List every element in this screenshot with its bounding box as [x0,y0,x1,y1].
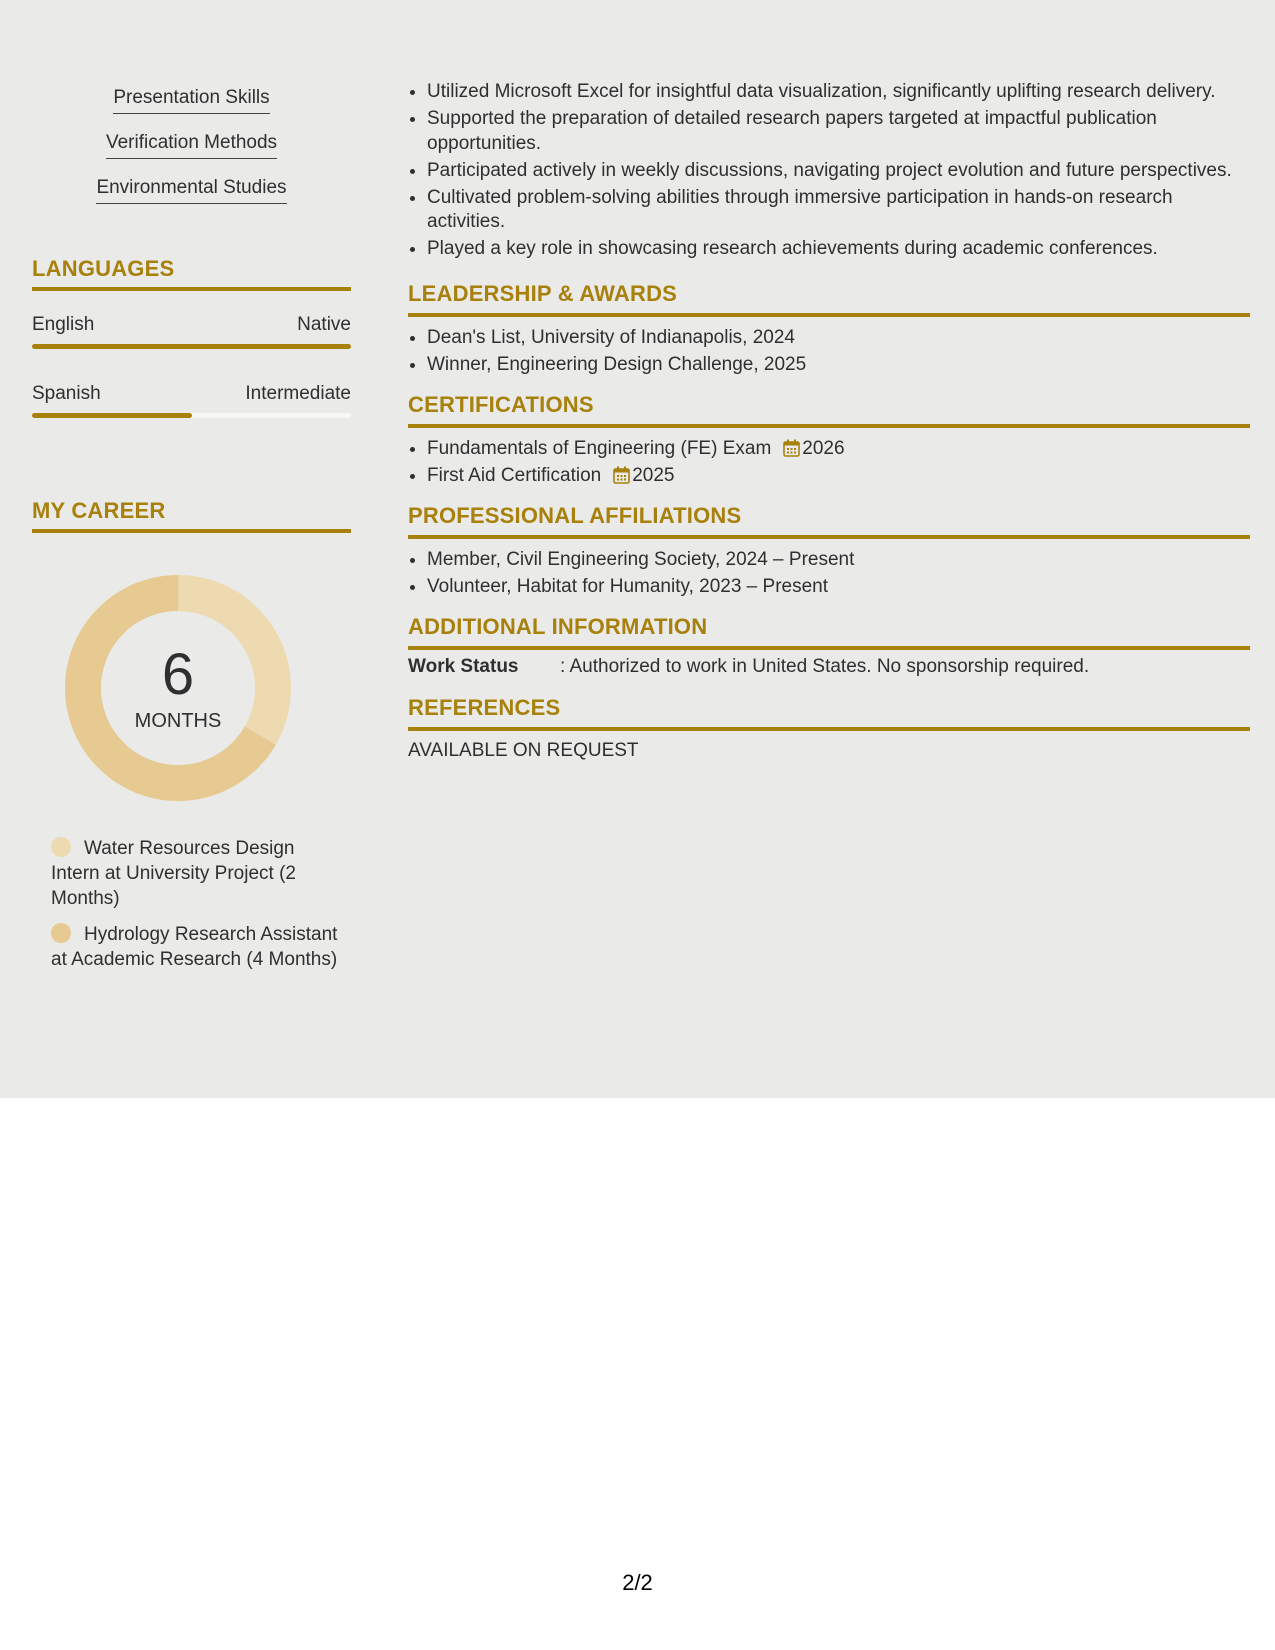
skill-item: Verification Methods [106,131,277,159]
list-item [427,464,1250,489]
work-status-value: : Authorized to work in United States. No sponsorship required. [560,656,1090,677]
career-months-label: MONTHS [134,710,222,732]
affiliations-heading: PROFESSIONAL AFFILIATIONS [408,503,742,528]
certifications-heading: CERTIFICATIONS [408,392,594,417]
list-item: • Member, Civil Engineering Society, 2024 – Present [427,548,1250,573]
legend-label: Hydrology Research Assistant at Academic Research (4 Months) [51,924,338,970]
list-item: • Played a key role in showcasing research achievements during academic conferences. [427,237,1250,262]
list-item: • Dean's List, University of Indianapolis, 2024 [427,326,1250,351]
section-divider [408,424,1250,428]
list-item: • Cultivated problem-solving abilities through immersive participation in hands-on research activities. [427,186,1250,235]
affiliations-section [408,503,1250,602]
leadership-section [408,281,1250,380]
language-row-spanish [32,382,351,406]
list-item [427,437,1250,462]
language-name: English [32,314,95,335]
languages-heading: LANGUAGES [32,256,175,281]
section-divider [32,529,351,533]
career-section [32,498,351,533]
references-section [408,695,1250,731]
section-divider [408,727,1250,731]
certification-name: Fundamentals of Engineering (FE) Exam [427,438,772,459]
page-number: 2/2 [622,1570,653,1595]
section-divider [408,535,1250,539]
language-level: Intermediate [245,383,351,404]
career-total-months: 6 [161,642,195,707]
list-item: • Participated actively in weekly discussions, navigating project evolution and future perspectives. [427,159,1250,184]
career-legend-item [51,922,341,972]
skill-item: Presentation Skills [113,86,269,114]
skill-item: Environmental Studies [96,176,286,204]
language-level: Native [297,314,351,335]
section-divider [32,287,351,291]
language-bar-spanish [32,413,351,418]
legend-dot-icon [51,837,71,857]
certification-year: 2026 [802,438,845,459]
language-bar-fill [32,344,351,349]
calendar-icon [613,466,630,484]
references-heading: REFERENCES [408,695,561,720]
certification-year: 2025 [632,465,675,486]
certification-name: First Aid Certification [427,465,602,486]
references-text: AVAILABLE ON REQUEST [408,740,639,761]
work-status-row [408,655,1250,679]
calendar-icon [783,439,800,457]
languages-section [32,256,351,291]
section-divider [408,313,1250,317]
language-bar-fill [32,413,192,418]
additional-info-heading: ADDITIONAL INFORMATION [408,614,708,639]
career-heading: MY CAREER [32,498,166,523]
list-item: • Winner, Engineering Design Challenge, 2025 [427,353,1250,378]
legend-label: Water Resources Design Intern at University Project (2 Months) [51,838,296,909]
language-name: Spanish [32,383,101,404]
language-bar-english [32,344,351,349]
list-item: • Utilized Microsoft Excel for insightful data visualization, significantly uplifting research delivery. [427,80,1250,105]
list-item: • Volunteer, Habitat for Humanity, 2023 – Present [427,575,1250,600]
language-row-english [32,313,351,337]
experience-bullets [408,80,1250,264]
leadership-heading: LEADERSHIP & AWARDS [408,281,678,306]
additional-info-section [408,614,1250,650]
legend-dot-icon [51,923,71,943]
work-status-label: Work Status [408,656,519,677]
skills-list [32,86,351,221]
section-divider [408,646,1250,650]
list-item: • Supported the preparation of detailed research papers targeted at impactful publication opportunities. [427,107,1250,156]
certifications-section [408,392,1250,491]
career-legend-item [51,836,341,911]
